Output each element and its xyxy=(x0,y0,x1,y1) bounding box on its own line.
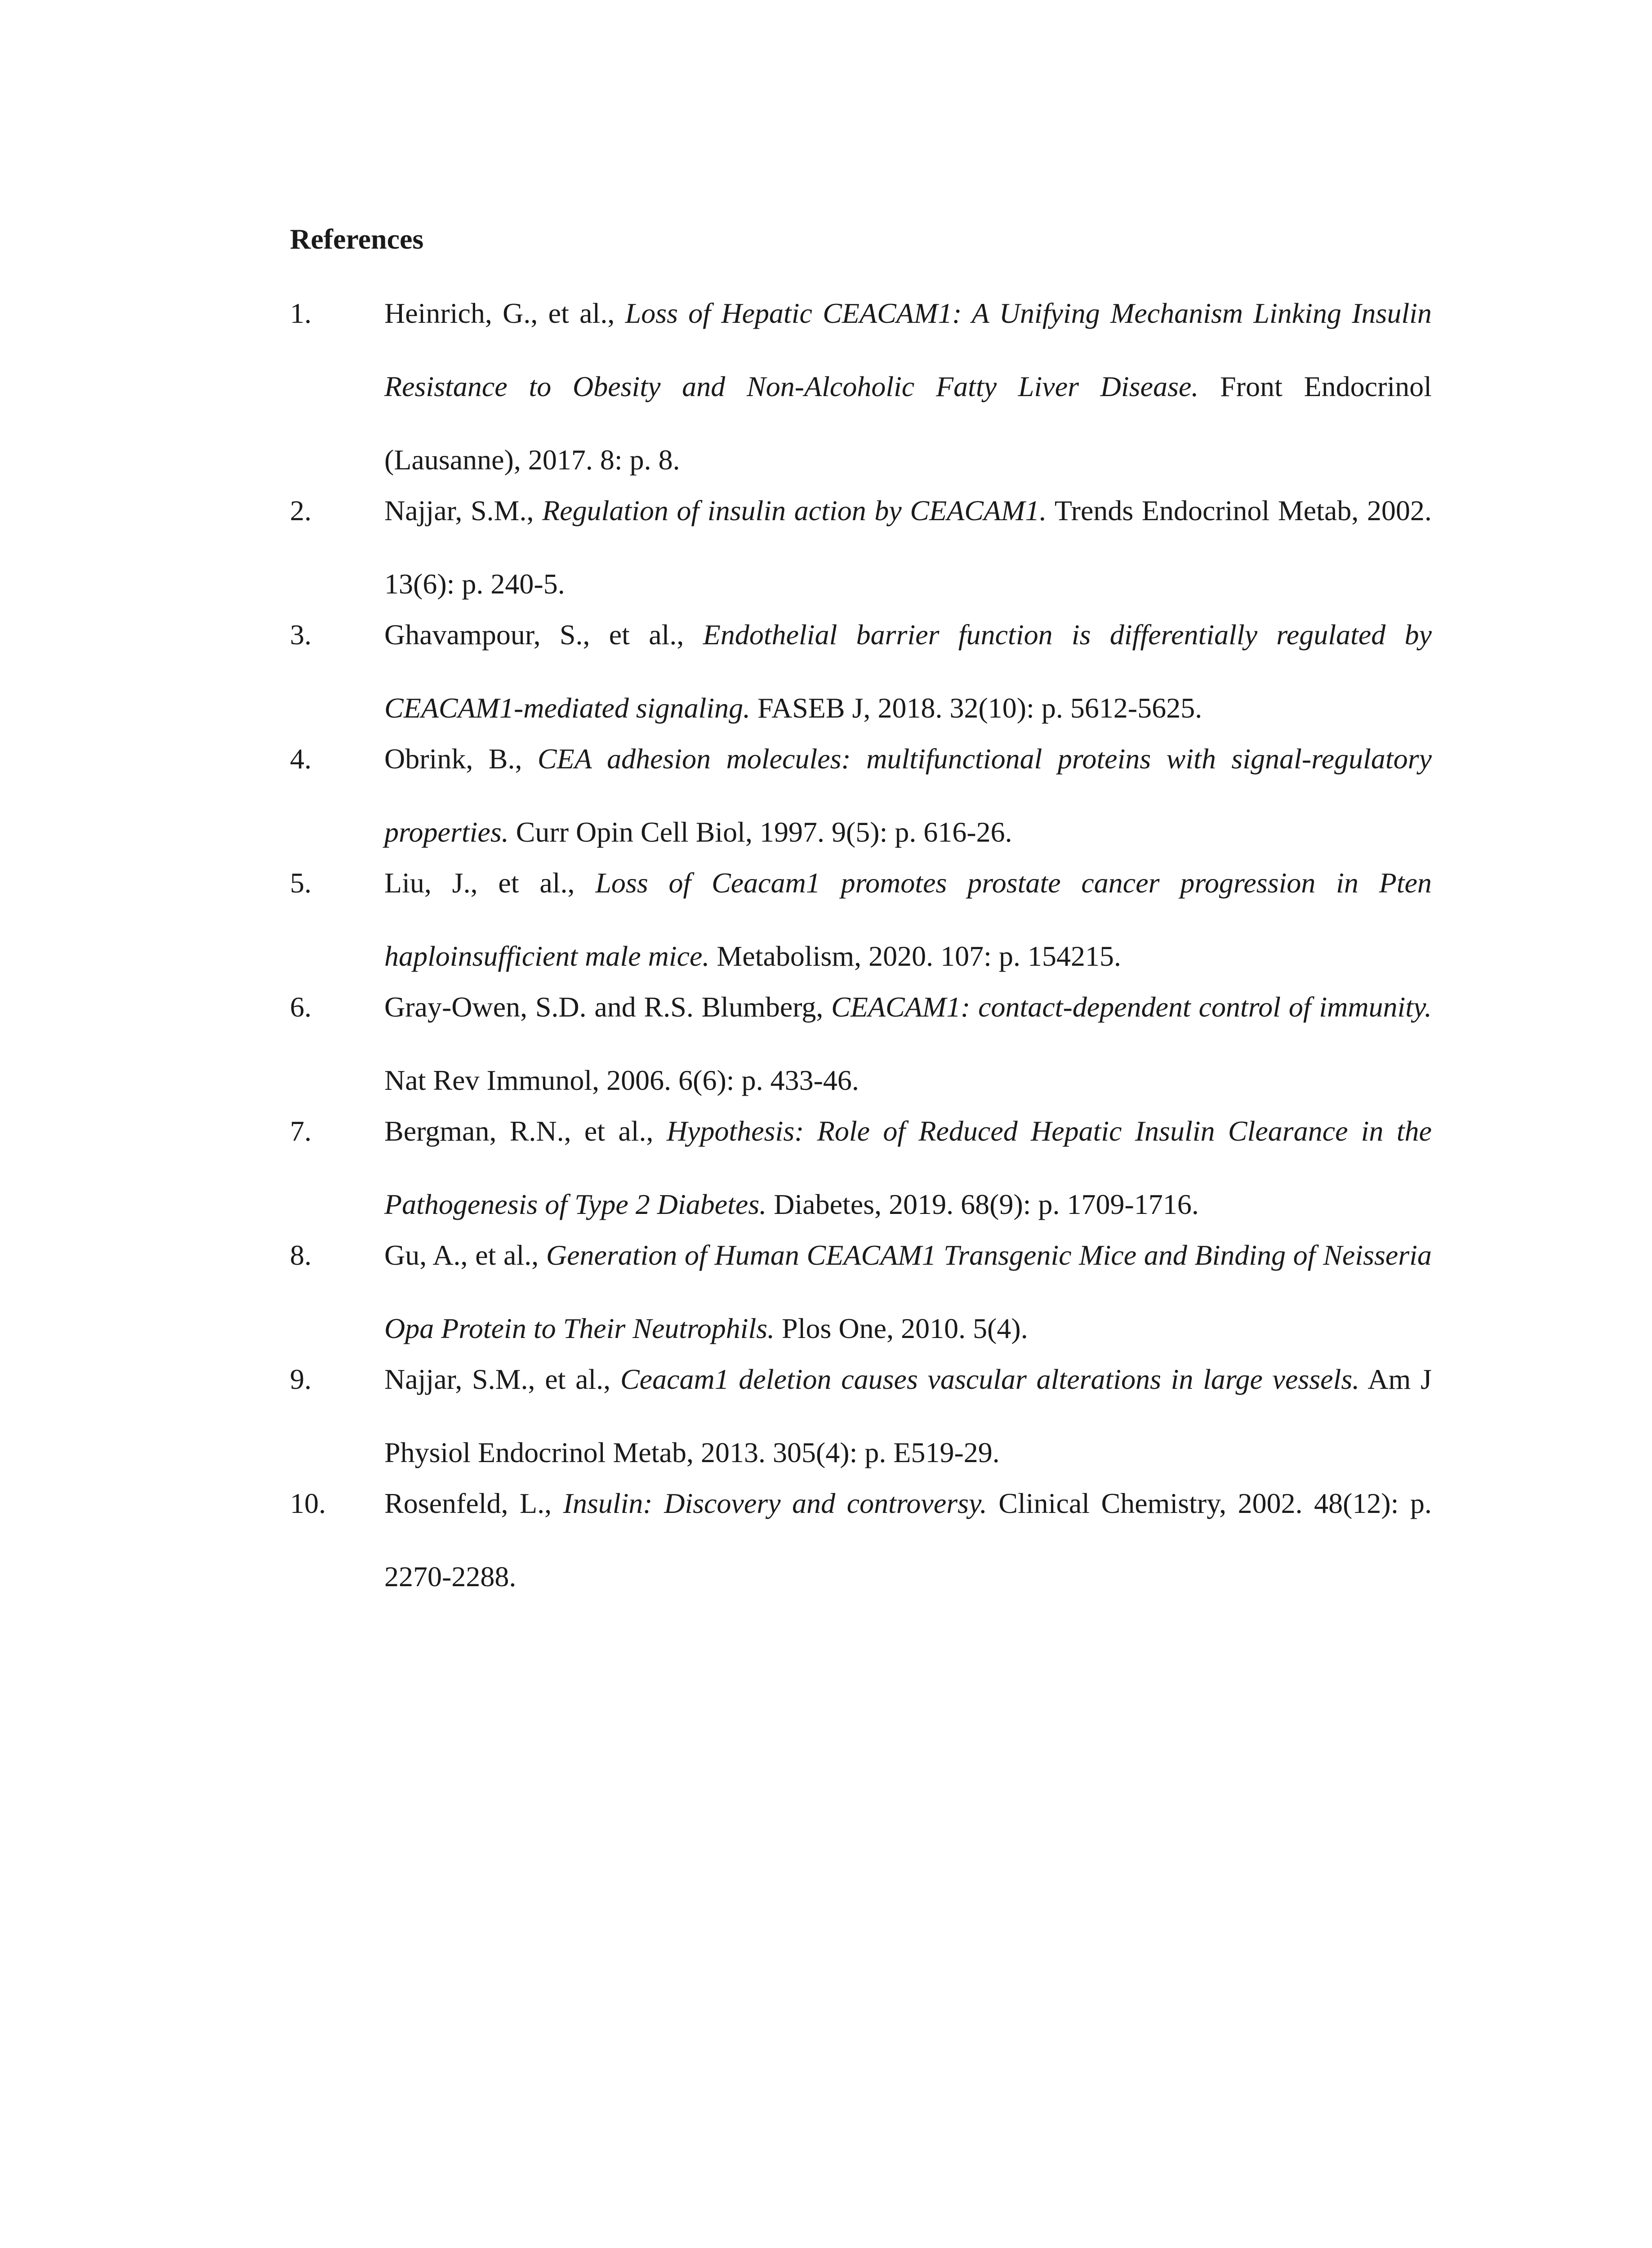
reference-authors: Rosenfeld, L., xyxy=(384,1487,563,1519)
reference-title: Generation of Human CEACAM1 Transgenic Mice and Binding of Neisseria Opa Protein to Their Neutrophils. xyxy=(384,1239,1432,1344)
reference-number: 2. xyxy=(290,495,312,526)
reference-number: 9. xyxy=(290,1363,312,1395)
reference-title: Hypothesis: Role of Reduced Hepatic Insulin Clearance in the Pathogenesis of Type 2 Diabetes. xyxy=(384,1115,1432,1220)
reference-source: Trends Endocrinol Metab, 2002. 13(6): p. 240-5. xyxy=(384,495,1432,600)
reference-authors: Heinrich, G., et al., xyxy=(384,297,625,329)
reference-authors: Bergman, R.N., et al., xyxy=(384,1115,667,1147)
reference-number: 4. xyxy=(290,743,312,775)
reference-authors: Gu, A., et al., xyxy=(384,1239,546,1271)
reference-number: 1. xyxy=(290,297,312,329)
reference-title: Insulin: Discovery and controversy. xyxy=(563,1487,987,1519)
reference-authors: Obrink, B., xyxy=(384,743,538,775)
reference-number: 3. xyxy=(290,619,312,651)
reference-authors: Gray-Owen, S.D. and R.S. Blumberg, xyxy=(384,991,832,1023)
reference-item xyxy=(290,299,1432,496)
reference-number: 10. xyxy=(290,1487,326,1519)
reference-authors: Ghavampour, S., et al., xyxy=(384,619,703,651)
reference-source: Clinical Chemistry, 2002. 48(12): p. 2270-2288. xyxy=(384,1487,1432,1592)
reference-source: Metabolism, 2020. 107: p. 154215. xyxy=(709,940,1121,972)
reference-source: Plos One, 2010. 5(4). xyxy=(775,1312,1028,1344)
reference-source: Am J Physiol Endocrinol Metab, 2013. 305(4): p. E519-29. xyxy=(384,1363,1432,1468)
reference-source: Diabetes, 2019. 68(9): p. 1709-1716. xyxy=(766,1188,1199,1220)
reference-source: Curr Opin Cell Biol, 1997. 9(5): p. 616-26. xyxy=(508,816,1012,848)
references-heading: References xyxy=(290,223,424,255)
reference-number: 5. xyxy=(290,867,312,899)
reference-number: 8. xyxy=(290,1239,312,1271)
reference-list xyxy=(290,299,1432,1613)
reference-title: Ceacam1 deletion causes vascular alterations in large vessels. xyxy=(620,1363,1360,1395)
reference-title: Regulation of insulin action by CEACAM1. xyxy=(542,495,1047,526)
reference-title: Endothelial barrier function is differentially regulated by CEACAM1-mediated signaling. xyxy=(384,619,1432,724)
reference-source: Front Endocrinol (Lausanne), 2017. 8: p. 8. xyxy=(384,370,1432,476)
reference-title: CEA adhesion molecules: multifunctional proteins with signal-regulatory properties. xyxy=(384,743,1432,848)
reference-authors: Najjar, S.M., xyxy=(384,495,543,526)
reference-authors: Najjar, S.M., et al., xyxy=(384,1363,620,1395)
reference-title: Loss of Hepatic CEACAM1: A Unifying Mechanism Linking Insulin Resistance to Obesity and Non-Alcoholic Fatty Liver Disease. xyxy=(384,297,1432,402)
reference-source: Nat Rev Immunol, 2006. 6(6): p. 433-46. xyxy=(384,1064,859,1096)
reference-number: 6. xyxy=(290,991,312,1023)
reference-title: CEACAM1: contact-dependent control of immunity. xyxy=(831,991,1432,1023)
reference-authors: Liu, J., et al., xyxy=(384,867,596,899)
reference-text xyxy=(384,277,1432,496)
reference-source: FASEB J, 2018. 32(10): p. 5612-5625. xyxy=(750,692,1202,724)
reference-text xyxy=(384,1467,1432,1613)
reference-number: 7. xyxy=(290,1115,312,1147)
reference-item xyxy=(290,1489,1432,1613)
reference-title: Loss of Ceacam1 promotes prostate cancer progression in Pten haploinsufficient male mice. xyxy=(384,867,1432,972)
